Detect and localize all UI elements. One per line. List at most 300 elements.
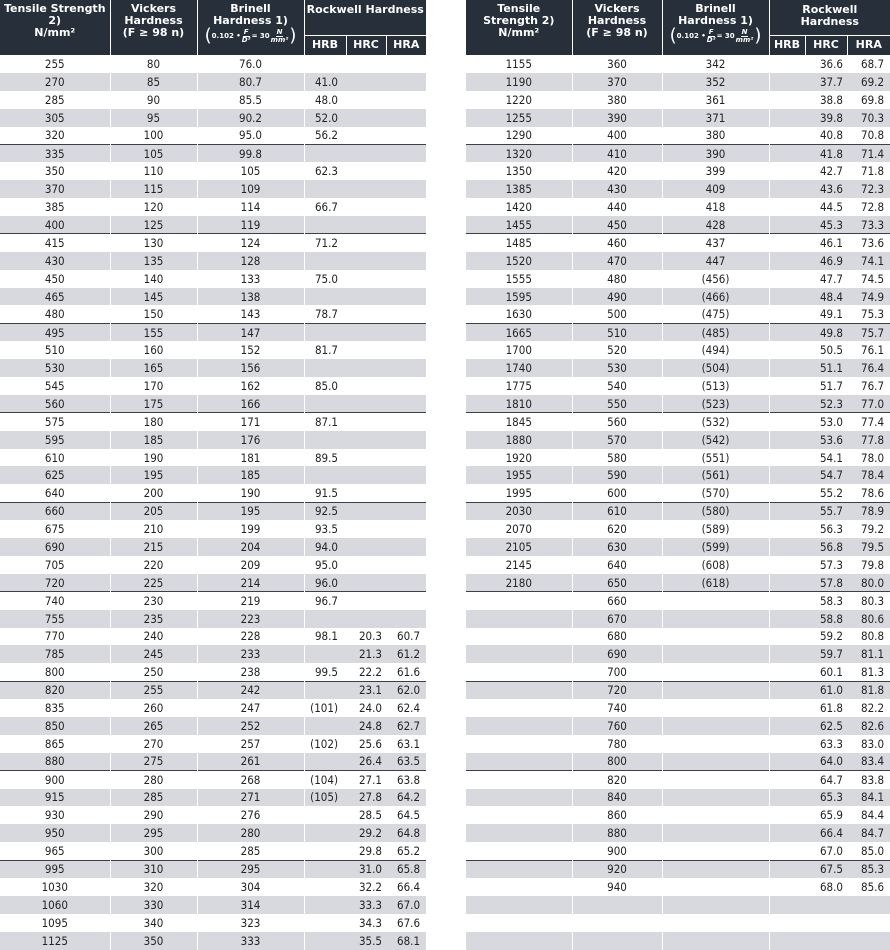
table-row [0, 323, 426, 341]
hrc-cell: 38.8 [805, 91, 847, 109]
hra-cell: 63.8 [386, 771, 426, 789]
table-row [466, 735, 890, 753]
tensile-strength-cell: 930 [0, 806, 110, 824]
tensile-strength-cell [466, 878, 572, 896]
hra-cell [386, 341, 426, 359]
hra-cell: 78.0 [847, 449, 890, 467]
table-row [466, 377, 890, 395]
hrb-cell [304, 932, 346, 950]
vickers-cell: 100 [110, 127, 197, 145]
hrc-cell: 67.0 [805, 842, 847, 860]
tensile-strength-cell [466, 806, 572, 824]
header-vickers [572, 0, 662, 55]
table-row [0, 359, 426, 377]
hrc-cell: 64.0 [805, 753, 847, 771]
vickers-cell: 740 [572, 699, 662, 717]
hrb-cell [769, 377, 805, 395]
hrc-cell: 47.7 [805, 270, 847, 288]
hrc-cell: 28.5 [346, 806, 386, 824]
table-row [466, 127, 890, 145]
header-rockwell: Rockwell Hardness [304, 0, 426, 35]
brinell-cell: (618) [662, 574, 769, 592]
vickers-cell: 410 [572, 144, 662, 162]
brinell-cell: 333 [197, 932, 304, 950]
brinell-cell: 166 [197, 395, 304, 413]
hrc-cell [346, 323, 386, 341]
tensile-strength-cell: 720 [0, 574, 110, 592]
tensile-strength-cell: 915 [0, 789, 110, 807]
brinell-cell: 105 [197, 162, 304, 180]
brinell-cell: 162 [197, 377, 304, 395]
tensile-strength-cell: 640 [0, 484, 110, 502]
hra-cell: 72.8 [847, 198, 890, 216]
table-row [0, 574, 426, 592]
vickers-cell: 360 [572, 55, 662, 73]
hrc-cell: 21.3 [346, 645, 386, 663]
hrb-cell: 91.5 [304, 484, 346, 502]
table-row [0, 610, 426, 628]
hrb-cell [769, 180, 805, 198]
tensile-strength-cell [466, 663, 572, 681]
hrb-cell [304, 914, 346, 932]
hrb-cell [769, 252, 805, 270]
hrb-cell: 66.7 [304, 198, 346, 216]
hrc-cell [346, 91, 386, 109]
hrc-cell: 60.1 [805, 663, 847, 681]
hrb-cell: 92.5 [304, 502, 346, 520]
vickers-cell: 255 [110, 681, 197, 699]
hrb-cell [769, 109, 805, 127]
brinell-cell: 233 [197, 645, 304, 663]
tensile-strength-cell: 545 [0, 377, 110, 395]
table-row [0, 753, 426, 771]
tensile-strength-cell: 880 [0, 753, 110, 771]
brinell-formula-denominator: D² [241, 35, 251, 44]
vickers-cell: 700 [572, 663, 662, 681]
hra-cell: 80.3 [847, 592, 890, 610]
vickers-cell: 680 [572, 628, 662, 646]
table-row [466, 252, 890, 270]
vickers-cell: 260 [110, 699, 197, 717]
brinell-cell: 85.5 [197, 91, 304, 109]
vickers-cell: 200 [110, 484, 197, 502]
hrc-cell [346, 127, 386, 145]
hra-cell [386, 73, 426, 91]
tensile-strength-cell: 1350 [466, 162, 572, 180]
table-body-left [0, 55, 426, 950]
vickers-cell [572, 932, 662, 950]
hrb-cell [304, 896, 346, 914]
hrc-cell: 48.4 [805, 288, 847, 306]
hrb-cell [769, 305, 805, 323]
vickers-cell: 80 [110, 55, 197, 73]
table-row [0, 91, 426, 109]
hrb-cell [769, 735, 805, 753]
tensile-strength-cell: 560 [0, 395, 110, 413]
tensile-strength-cell: 705 [0, 556, 110, 574]
brinell-cell: 257 [197, 735, 304, 753]
table-row [466, 234, 890, 252]
hrb-cell [304, 806, 346, 824]
header-rockwell: Rockwell Hardness [769, 0, 890, 35]
brinell-cell: 171 [197, 413, 304, 431]
vickers-cell: 120 [110, 198, 197, 216]
table-row [0, 806, 426, 824]
hrb-cell [769, 359, 805, 377]
hra-cell [386, 574, 426, 592]
hrc-cell: 32.2 [346, 878, 386, 896]
hra-cell [386, 502, 426, 520]
tensile-strength-cell: 900 [0, 771, 110, 789]
brinell-cell: (456) [662, 270, 769, 288]
hrc-cell: 34.3 [346, 914, 386, 932]
table-row [0, 556, 426, 574]
hra-cell: 79.2 [847, 520, 890, 538]
vickers-cell: 85 [110, 73, 197, 91]
tensile-strength-cell: 865 [0, 735, 110, 753]
hrc-cell: 53.6 [805, 431, 847, 449]
hra-cell: 61.2 [386, 645, 426, 663]
vickers-cell: 620 [572, 520, 662, 538]
brinell-cell: 304 [197, 878, 304, 896]
hrb-cell [769, 592, 805, 610]
brinell-cell: 114 [197, 198, 304, 216]
table-row [466, 359, 890, 377]
table-row [466, 270, 890, 288]
hrb-cell: 87.1 [304, 413, 346, 431]
brinell-cell [662, 771, 769, 789]
brinell-cell: (513) [662, 377, 769, 395]
hra-cell [386, 377, 426, 395]
hrc-cell [346, 502, 386, 520]
brinell-cell: 152 [197, 341, 304, 359]
hrb-cell: (102) [304, 735, 346, 753]
brinell-cell [662, 753, 769, 771]
hra-cell: 74.9 [847, 288, 890, 306]
hrb-cell: (101) [304, 699, 346, 717]
table-row [0, 180, 426, 198]
tensile-strength-cell: 480 [0, 305, 110, 323]
tensile-strength-cell: 770 [0, 628, 110, 646]
hrc-cell: 53.0 [805, 413, 847, 431]
hrb-cell [769, 610, 805, 628]
brinell-cell: (494) [662, 341, 769, 359]
tensile-strength-cell: 610 [0, 449, 110, 467]
brinell-cell: 242 [197, 681, 304, 699]
brinell-cell: 409 [662, 180, 769, 198]
tensile-strength-cell: 785 [0, 645, 110, 663]
tensile-strength-cell: 2180 [466, 574, 572, 592]
hrb-cell [769, 628, 805, 646]
tensile-strength-cell [466, 592, 572, 610]
hrc-cell: 58.8 [805, 610, 847, 628]
brinell-cell: 147 [197, 323, 304, 341]
hrb-cell [769, 234, 805, 252]
brinell-cell: 80.7 [197, 73, 304, 91]
tensile-strength-cell: 255 [0, 55, 110, 73]
header-hra: HRA [847, 35, 890, 55]
vickers-cell: 225 [110, 574, 197, 592]
tensile-strength-cell: 385 [0, 198, 110, 216]
header-hra: HRA [386, 35, 426, 55]
table-row [466, 663, 890, 681]
tensile-strength-cell: 450 [0, 270, 110, 288]
hra-cell [386, 592, 426, 610]
hra-cell: 64.2 [386, 789, 426, 807]
tensile-strength-cell [466, 753, 572, 771]
brinell-cell: 209 [197, 556, 304, 574]
hrc-cell: 20.3 [346, 628, 386, 646]
tensile-strength-cell: 1385 [466, 180, 572, 198]
header-brinell [197, 0, 304, 55]
vickers-cell: 145 [110, 288, 197, 306]
tensile-strength-cell: 1595 [466, 288, 572, 306]
table-row [466, 109, 890, 127]
tensile-strength-cell [466, 610, 572, 628]
hrb-cell [769, 574, 805, 592]
header-vickers-label: Vickers Hardness [587, 2, 647, 27]
hra-cell [386, 323, 426, 341]
table-row [466, 413, 890, 431]
brinell-cell: 76.0 [197, 55, 304, 73]
hrb-cell [304, 216, 346, 234]
header-brinell-label: Brinell Hardness 1) [213, 2, 288, 27]
hra-cell: 81.1 [847, 645, 890, 663]
vickers-cell: 210 [110, 520, 197, 538]
vickers-cell: 320 [110, 878, 197, 896]
hra-cell: 77.8 [847, 431, 890, 449]
hrc-cell: 49.8 [805, 323, 847, 341]
hrb-cell [769, 878, 805, 896]
hra-cell: 63.1 [386, 735, 426, 753]
vickers-cell: 105 [110, 144, 197, 162]
tensile-strength-cell [466, 824, 572, 842]
vickers-cell: 480 [572, 270, 662, 288]
vickers-cell: 430 [572, 180, 662, 198]
hrc-cell [346, 180, 386, 198]
hrc-cell: 26.4 [346, 753, 386, 771]
hrb-cell [769, 395, 805, 413]
vickers-cell: 530 [572, 359, 662, 377]
brinell-formula-numerator: F [243, 27, 249, 36]
hrc-cell [346, 520, 386, 538]
hra-cell: 71.4 [847, 144, 890, 162]
brinell-cell: 181 [197, 449, 304, 467]
hrb-cell: 99.5 [304, 663, 346, 681]
hra-cell: 64.5 [386, 806, 426, 824]
hrc-cell: 24.0 [346, 699, 386, 717]
table-row [0, 466, 426, 484]
hrc-cell: 57.3 [805, 556, 847, 574]
hrc-cell: 64.7 [805, 771, 847, 789]
vickers-cell: 215 [110, 538, 197, 556]
hrc-cell: 49.1 [805, 305, 847, 323]
vickers-cell: 880 [572, 824, 662, 842]
hrc-cell: 57.8 [805, 574, 847, 592]
vickers-cell: 300 [110, 842, 197, 860]
brinell-formula-denominator: D² [706, 35, 716, 44]
hrb-cell [304, 431, 346, 449]
hra-cell: 65.8 [386, 860, 426, 878]
brinell-cell: 195 [197, 502, 304, 520]
hrb-cell [304, 645, 346, 663]
hra-cell [386, 216, 426, 234]
hra-cell: 76.7 [847, 377, 890, 395]
vickers-cell: 550 [572, 395, 662, 413]
brinell-cell: 176 [197, 431, 304, 449]
hra-cell: 80.6 [847, 610, 890, 628]
tensile-strength-cell: 1420 [466, 198, 572, 216]
tensile-strength-cell: 285 [0, 91, 110, 109]
brinell-cell: 204 [197, 538, 304, 556]
hrc-cell: 55.2 [805, 484, 847, 502]
brinell-cell: 214 [197, 574, 304, 592]
tensile-strength-cell: 1920 [466, 449, 572, 467]
hrc-cell: 22.2 [346, 663, 386, 681]
brinell-cell [662, 932, 769, 950]
hrb-cell: 75.0 [304, 270, 346, 288]
hrc-cell [346, 341, 386, 359]
table-row [0, 413, 426, 431]
hra-cell [386, 413, 426, 431]
table-row [466, 789, 890, 807]
brinell-cell [662, 860, 769, 878]
header-tensile-label: Tensile Strength 2) [3, 2, 106, 27]
tensile-strength-cell [466, 735, 572, 753]
hrc-cell: 55.7 [805, 502, 847, 520]
brinell-cell: (589) [662, 520, 769, 538]
brinell-cell: 99.8 [197, 144, 304, 162]
hrb-cell: (105) [304, 789, 346, 807]
table-row [0, 628, 426, 646]
vickers-cell: 245 [110, 645, 197, 663]
hra-cell: 74.1 [847, 252, 890, 270]
table-row [0, 395, 426, 413]
table-row [0, 377, 426, 395]
hra-cell: 82.2 [847, 699, 890, 717]
brinell-cell: 390 [662, 144, 769, 162]
vickers-cell: 110 [110, 162, 197, 180]
hra-cell: 70.8 [847, 127, 890, 145]
brinell-cell: 399 [662, 162, 769, 180]
table-row [0, 341, 426, 359]
vickers-cell: 450 [572, 216, 662, 234]
hrc-cell [346, 610, 386, 628]
table-row [0, 431, 426, 449]
hrb-cell: 94.0 [304, 538, 346, 556]
header-brinell-label: Brinell Hardness 1) [678, 2, 753, 27]
hrc-cell [346, 109, 386, 127]
hrb-cell: 48.0 [304, 91, 346, 109]
brinell-cell [662, 628, 769, 646]
hrb-cell [304, 323, 346, 341]
table-row [466, 914, 890, 932]
brinell-cell [662, 789, 769, 807]
vickers-cell: 940 [572, 878, 662, 896]
vickers-cell: 275 [110, 753, 197, 771]
hrb-cell: 93.5 [304, 520, 346, 538]
hrc-cell: 43.6 [805, 180, 847, 198]
hrb-cell [304, 753, 346, 771]
vickers-cell: 440 [572, 198, 662, 216]
header-tensile-strength [466, 0, 572, 55]
tensile-strength-cell: 1700 [466, 341, 572, 359]
hra-cell: 78.9 [847, 502, 890, 520]
table-row [466, 592, 890, 610]
brinell-cell: 323 [197, 914, 304, 932]
vickers-cell: 660 [572, 592, 662, 610]
hrc-cell [346, 449, 386, 467]
header-tensile-unit: N/mm² [34, 26, 76, 39]
hrb-cell: 89.5 [304, 449, 346, 467]
vickers-cell: 470 [572, 252, 662, 270]
brinell-cell: 90.2 [197, 109, 304, 127]
vickers-cell: 370 [572, 73, 662, 91]
hra-cell: 73.3 [847, 216, 890, 234]
brinell-cell: 352 [662, 73, 769, 91]
hrc-cell: 23.1 [346, 681, 386, 699]
hrc-cell: 50.5 [805, 341, 847, 359]
vickers-cell: 115 [110, 180, 197, 198]
table-row [466, 753, 890, 771]
hrb-cell [769, 484, 805, 502]
hrc-cell: 62.5 [805, 717, 847, 735]
brinell-cell: (570) [662, 484, 769, 502]
tensile-strength-cell: 1455 [466, 216, 572, 234]
hrc-cell: 51.7 [805, 377, 847, 395]
hra-cell: 68.7 [847, 55, 890, 73]
brinell-cell: 223 [197, 610, 304, 628]
table-row [466, 645, 890, 663]
tensile-strength-cell: 2105 [466, 538, 572, 556]
table-row [466, 73, 890, 91]
brinell-cell: 261 [197, 753, 304, 771]
brinell-cell [662, 592, 769, 610]
table-row [466, 341, 890, 359]
hra-cell [386, 610, 426, 628]
brinell-cell: 190 [197, 484, 304, 502]
hrc-cell [346, 162, 386, 180]
table-row [0, 162, 426, 180]
brinell-cell: 95.0 [197, 127, 304, 145]
tensile-strength-cell: 430 [0, 252, 110, 270]
brinell-cell: (580) [662, 502, 769, 520]
hra-cell [847, 896, 890, 914]
table-row [0, 127, 426, 145]
tensile-strength-cell [466, 842, 572, 860]
hrb-cell: 81.7 [304, 341, 346, 359]
hrb-cell [304, 610, 346, 628]
hra-cell: 78.4 [847, 466, 890, 484]
hra-cell: 69.8 [847, 91, 890, 109]
hrb-cell [304, 681, 346, 699]
hrc-cell [346, 574, 386, 592]
hrb-cell [769, 663, 805, 681]
vickers-cell: 540 [572, 377, 662, 395]
vickers-cell: 235 [110, 610, 197, 628]
vickers-cell: 185 [110, 431, 197, 449]
hra-cell: 85.3 [847, 860, 890, 878]
brinell-cell: 185 [197, 466, 304, 484]
hrc-cell: 54.7 [805, 466, 847, 484]
hrc-cell: 42.7 [805, 162, 847, 180]
hrc-cell: 54.1 [805, 449, 847, 467]
tensile-strength-cell: 510 [0, 341, 110, 359]
table-row [466, 842, 890, 860]
vickers-cell: 240 [110, 628, 197, 646]
hrb-cell [304, 860, 346, 878]
hrc-cell: 56.8 [805, 538, 847, 556]
